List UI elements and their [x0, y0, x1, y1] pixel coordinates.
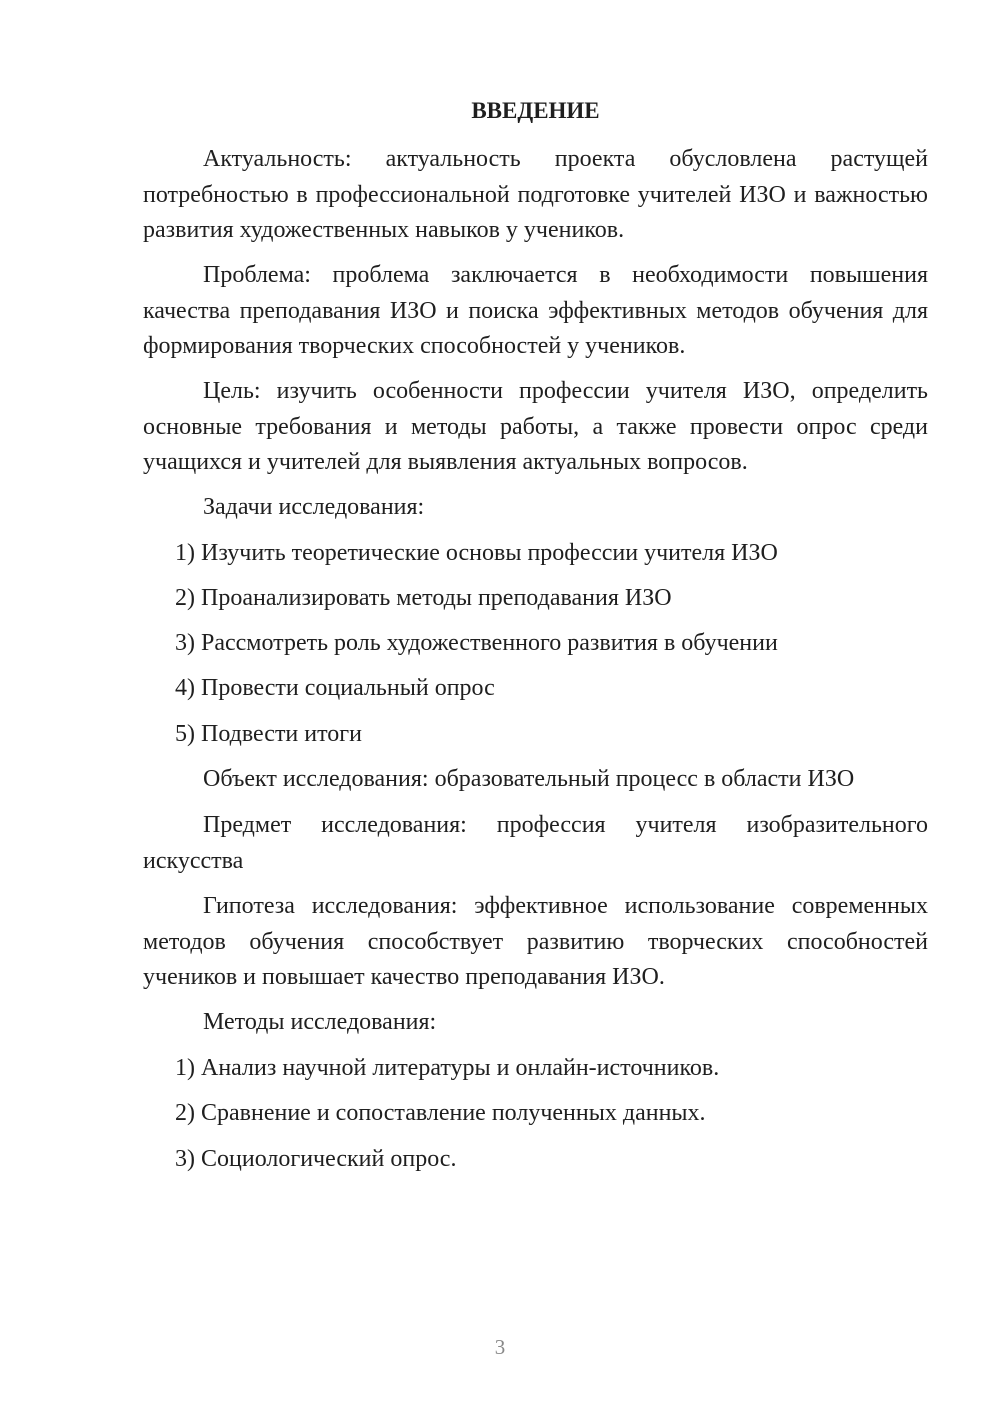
task-item: 1) Изучить теоретические основы профессии учителя ИЗО: [175, 540, 778, 566]
object-paragraph: Объект исследования: образовательный процесс в области ИЗО: [203, 766, 855, 792]
task-item: 3) Рассмотреть роль художественного развития в обучении: [175, 630, 778, 656]
hypothesis-paragraph: Гипотеза исследования: эффективное использование современных методов обучения способствует развитию творческих способностей учеников и повышает качество преподавания ИЗО.: [143, 893, 928, 990]
page-number: 3: [494, 1335, 506, 1359]
task-item: 2) Проанализировать методы преподавания ИЗО: [175, 585, 672, 611]
task-item: 4) Провести социальный опрос: [175, 675, 495, 701]
relevance-paragraph: Актуальность: актуальность проекта обусловлена растущей потребностью в профессиональной подготовке учителей ИЗО и важностью развития художественных навыков у учеников.: [143, 146, 928, 243]
subject-paragraph: Предмет исследования: профессия учителя изобразительного искусства: [143, 812, 928, 874]
page-title: ВВЕДЕНИЕ: [471, 98, 600, 123]
method-item: 2) Сравнение и сопоставление полученных данных.: [175, 1100, 706, 1126]
method-item: 1) Анализ научной литературы и онлайн-источников.: [175, 1055, 720, 1081]
tasks-heading: Задачи исследования:: [203, 494, 425, 520]
goal-paragraph: Цель: изучить особенности профессии учителя ИЗО, определить основные требования и методы работы, а также провести опрос среди учащихся и учителей для выявления актуальных вопросов.: [143, 378, 928, 475]
task-item: 5) Подвести итоги: [175, 721, 362, 747]
methods-heading: Методы исследования:: [203, 1009, 437, 1035]
method-item: 3) Социологический опрос.: [175, 1146, 457, 1172]
problem-paragraph: Проблема: проблема заключается в необходимости повышения качества преподавания ИЗО и поиска эффективных методов обучения для формирования творческих способностей у учеников.: [143, 262, 928, 359]
